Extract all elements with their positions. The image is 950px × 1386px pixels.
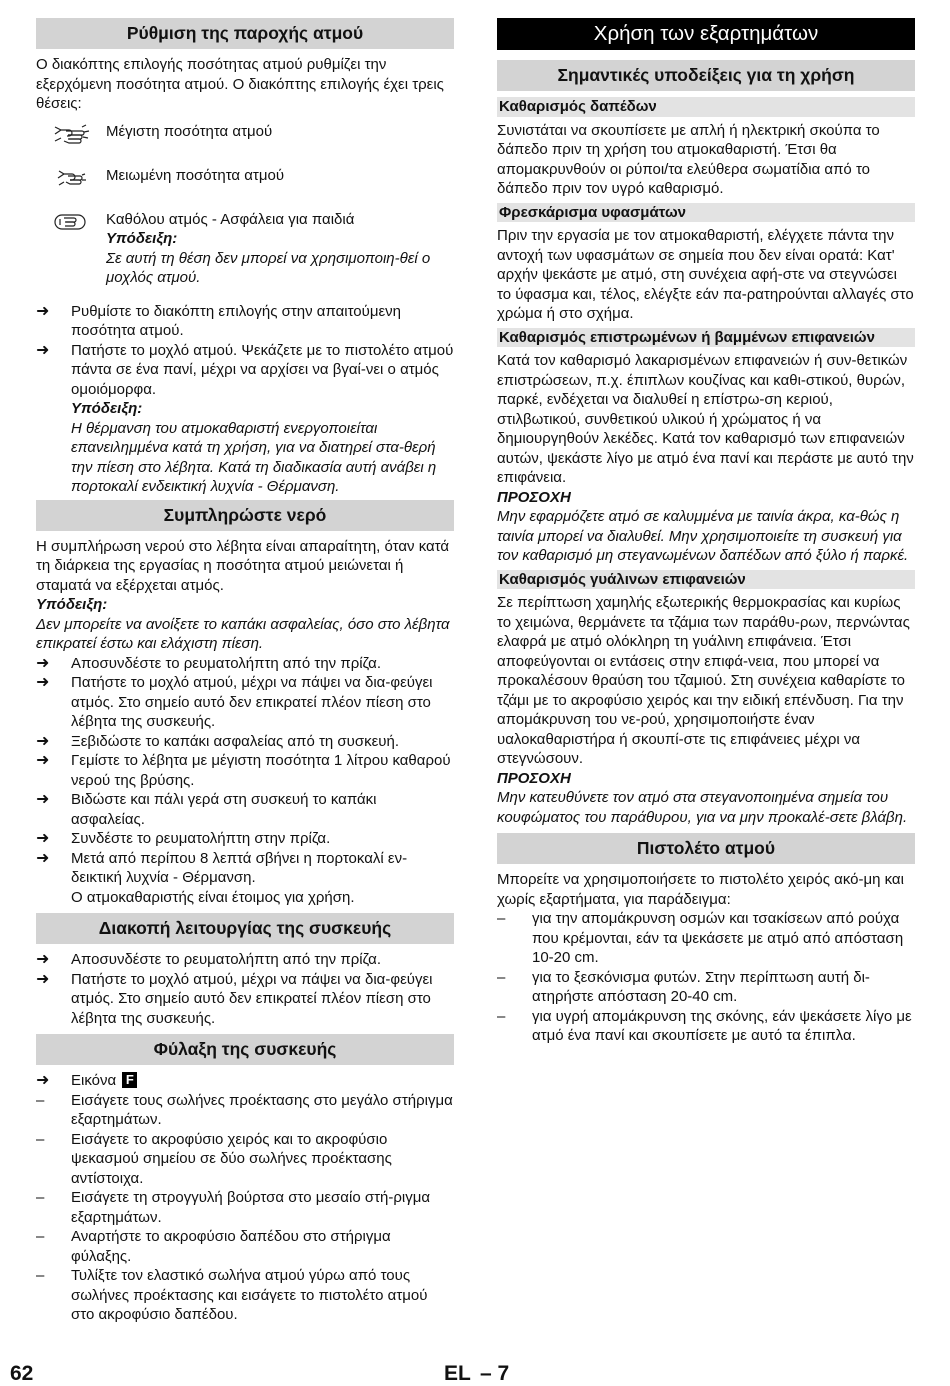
step-note: Η θέρμανση του ατμοκαθαριστή ενεργοποιείται επανειλημμένα κατά τη χρήση, για να διατηρεί στα-θερή την πίεση στο λέβητα. Κατά τη διαδικασία αυτή ανάβει η πορτοκαλί ενδεικτική λυχνία - Θέρμανση. [71,419,437,495]
coated-caution-heading: ΠΡΟΣΟΧΗ [497,488,571,506]
section-heading-shutdown: Διακοπή λειτουργίας της συσκευής [36,913,454,944]
list-item: – Εισάγετε τους σωλήνες προέκτασης στο μεγάλο στήριγμα εξαρτημάτων. [36,1091,453,1128]
steam-setting-steps [36,302,454,497]
fill-water-intro: Η συμπλήρωση νερού στο λέβητα είναι απαραίτητη, όταν κατά τη διάρκεια της εργασίας η ποσότητα ατμού μειώνεται ή σταματά να εξέρχεται ατμός. [36,537,450,594]
arrow-icon: ➜ [36,951,50,968]
arrow-icon: ➜ [36,732,50,750]
section-heading-storage: Φύλαξη της συσκευής [36,1034,454,1065]
arrow-icon: ➜ [36,1072,50,1089]
steam-gun-uses [497,909,915,1046]
arrow-icon: ➜ [36,341,50,359]
coated-caution: Μην εφαρμόζετε ατμό σε καλυμμένα με ταινία άκρα, κα-θώς η ταινία μπορεί να διαλυθεί. Μην χρησιμοποιείτε τη συσκευή για τον καθαρισμό μη στεγανωμένων δαπέδων από ξύλο ή παρκέ. [497,508,909,564]
glass-text: Σε περίπτωση χαμηλής εξωτερικής θερμοκρασίας και κυρίως το χειμώνα, θερμάνετε τα τζάμια των παράθυ-ρων, περνώντας ελαφρά με ατμό ολόκληρη τη γυάλινη επιφάνεια. Έτσι αποφεύγονται οι εντάσεις στην επιφά-νεια, που μπορεί να προκαλέσουν θραύση του τζαμιού. Στη συνέχεια καθαρίστε το τζάμι με το ακροφύσιο χειρός και την ειδική επένδυση. Για την απομάκρυνση του νε-ρού, χρησιμοποιήστε έναν υαλοκαθαριστήρα ή σκουπί-στε τις επιφάνειες μέχρι να στεγνώσουν. [497,594,910,767]
steam-gun-intro: Μπορείτε να χρησιμοποιήσετε το πιστολέτο χειρός ακό-μη και χωρίς εξαρτήματα, για παράδειγμα: [497,871,904,908]
arrow-icon: ➜ [36,830,50,847]
subheading-coated: Καθαρισμός επιστρωμένων ή βαμμένων επιφανειών [497,328,915,348]
list-item: – για το ξεσκόνισμα φυτών. Στην περίπτωση αυτή δι-ατηρήστε απόσταση 20-40 cm. [497,968,870,1005]
list-item: ➜ Γεμίστε το λέβητα με μέγιστη ποσότητα 1 λίτρου καθαρού νερού της βρύσης. [36,752,451,789]
position-childlock [36,210,454,288]
storage-figure-ref [36,1071,454,1091]
list-item: ➜ Μετά από περίπου 8 λεπτά σβήνει η πορτοκαλί εν-δεικτική λυχνία - Θέρμανση. Ο ατμοκαθαριστής είναι έτοιμος για χρήση. [36,849,454,908]
arrow-icon: ➜ [36,791,50,808]
position-max [36,122,454,158]
list-item: ➜ Εικόνα F [36,1071,454,1091]
list-item: ➜ Αποσυνδέστε το ρευματολήπτη από την πρίζα. [36,951,382,968]
list-item: – για την απομάκρυνση οσμών και τσακίσεων από ρούχα που κρέμονται, εάν τα ψεκάσετε με ατμό από απόσταση 10-20 cm. [497,910,904,966]
fill-water-note: Δεν μπορείτε να ανοίξετε το καπάκι ασφαλείας, όσο στο λέβητα επικρατεί έστω και ελάχιστη πίεση. [36,615,450,652]
list-item: ➜ Πατήστε το μοχλό ατμού. Ψεκάζετε με το πιστολέτο ατμού πάντα σε ένα πανί, μέχρι να αρχίσει να βγαί-νει ο ατμός ομοιόμορφα. Υπόδειξη: Η θέρμανση του ατμοκαθαριστή ενεργοποιείται επανειλημμένα κατά τη χρήση, για να διατηρεί στα-θερή την πίεση στο λέβητα. Κατά τη διαδικασία αυτή ανάβει η πορτοκαλί ενδεικτική λυχνία - Θέρμανση. [36,341,454,495]
list-item: – Εισάγετε τη στρογγυλή βούρτσα στο μεσαίο στή-ριγμα εξαρτημάτων. [36,1189,431,1226]
right-column [497,18,915,1046]
arrow-icon: ➜ [36,302,50,320]
section-code: EL [444,1362,471,1385]
glass-caution: Μην κατευθύνετε τον ατμό στα στεγανοποιημένα σημεία του κουφώματος του παράθυρου, για να μην προκαλέ-σετε βλάβη. [497,789,908,826]
list-item: ➜ Βιδώστε και πάλι γερά στη συσκευή το καπάκι ασφαλείας. [36,791,377,828]
subheading-fabrics: Φρεσκάρισμα υφασμάτων [497,203,915,223]
position-note: Σε αυτή τη θέση δεν μπορεί να χρησιμοποιη-θεί ο μοχλός ατμού. [106,249,431,286]
list-item: ➜ Συνδέστε το ρευματολήπτη στην πρίζα. [36,830,331,847]
fill-water-note-heading: Υπόδειξη: [36,596,108,613]
position-max-label: Μέγιστη ποσότητα ατμού [106,122,273,140]
list-item: ➜ Αποσυνδέστε το ρευματολήπτη από την πρίζα. [36,654,382,672]
max-steam-icon [52,122,92,146]
fill-water-steps [36,654,454,908]
list-item: – για υγρή απομάκρυνση της σκόνης, εάν ψεκάσετε λίγο με ατμό ένα πανί και σκουπίσετε με αυτό τα έπιπλα. [497,1007,912,1044]
arrow-icon: ➜ [36,970,50,988]
glass-caution-heading: ΠΡΟΣΟΧΗ [497,769,571,787]
subheading-floors: Καθαρισμός δαπέδων [497,97,915,117]
list-item: ➜ Πατήστε το μοχλό ατμού, μέχρι να πάψει να δια-φεύγει ατμός. Στο σημείο αυτό δεν επικρατεί πλέον πίεση στο λέβητα της συσκευής. [36,674,433,730]
steam-setting-intro: Ο διακόπτης επιλογής ποσότητας ατμού ρυθμίζει την εξερχόμενη ποσότητα ατμού. Ο διακόπτης επιλογής έχει τρεις θέσεις: [36,56,444,112]
ready-text: Ο ατμοκαθαριστής είναι έτοιμος για χρήση. [71,888,355,906]
list-item: ➜ Πατήστε το μοχλό ατμού, μέχρι να πάψει να δια-φεύγει ατμός. Στο σημείο αυτό δεν επικρατεί πλέον πίεση στο λέβητα της συσκευής. [36,970,433,1027]
storage-steps [36,1091,454,1325]
section-heading-steam-gun: Πιστολέτο ατμού [497,833,915,864]
subheading-glass: Καθαρισμός γυάλινων επιφανειών [497,570,915,590]
arrow-icon: ➜ [36,752,50,769]
section-heading-usage-notes: Σημαντικές υποδείξεις για τη χρήση [497,60,915,91]
page-number: 62 [10,1362,34,1385]
position-childlock-label: Καθόλου ατμός - Ασφάλεια για παιδιά [106,210,355,228]
arrow-icon: ➜ [36,849,50,867]
child-lock-icon [52,210,92,234]
position-reduced-label: Μειωμένη ποσότητα ατμού [106,166,285,184]
list-item: – Τυλίξτε τον ελαστικό σωλήνα ατμού γύρω από τους σωλήνες προέκτασης και εισάγετε το πιστολέτο ατμού στο ακροφύσιο δαπέδου. [36,1267,428,1323]
list-item: – Εισάγετε το ακροφύσιο χειρός και το ακροφύσιο ψεκασμού σημείου σε δύο σωλήνες προέκτασης αντίστοιχα. [36,1130,392,1187]
fabrics-text: Πριν την εργασία με τον ατμοκαθαριστή, ελέγχετε πάντα την αντοχή των υφασμάτων σε σημεία που δεν είναι ορατά: Κατ' αρχήν ψεκάστε με ατμό, στη συνέχεια αφή-στε να στεγνώσει το ύφασμα και, τέλος, ελέγξτε εάν πα-ρατηρούνται αλλαγές στο χρώμα ή στο σχήμα. [497,227,914,322]
position-reduced [36,166,454,202]
reduced-steam-icon [52,166,92,190]
arrow-icon: ➜ [36,654,50,672]
figure-badge: F [122,1072,137,1088]
section-heading-fill-water: Συμπληρώστε νερό [36,500,454,531]
coated-text: Κατά τον καθαρισμό λακαρισμένων επιφανειών ή συν-θετικών επιστρώσεων, π.χ. έπιπλων κουζίνας και καθι-στικού, θυρών, παρκέ, ενδέχεται να διαλυθεί η επίστρω-ση κεριού, στιλβωτικού, συνθετικού υλικού ή χρώματος ή να δημιουργηθούν λεκέδες. Κατά τον καθαρισμό των επιφανειών αυτών, ψεκάστε λίγο με ατμό ένα πανί και περάστε με αυτό την επιφάνεια. [497,352,914,486]
chapter-heading-accessories: Χρήση των εξαρτημάτων [497,18,915,50]
step-note-heading: Υπόδειξη: [71,400,143,417]
left-column [36,18,454,1325]
list-item: ➜ Ρυθμίστε το διακόπτη επιλογής στην απαιτούμενη ποσότητα ατμού. [36,302,402,339]
list-item: ➜ Ξεβιδώστε το καπάκι ασφαλείας από τη συσκευή. [36,732,400,750]
position-note-heading: Υπόδειξη: [106,230,178,247]
floors-text: Συνιστάται να σκουπίσετε με απλή ή ηλεκτρική σκούπα το δάπεδο πριν τη χρήση του ατμοκαθαριστή. Έτσι θα απομακρυνθούν οι ρύποι/τα ελεύθερα σωματίδια από το δάπεδο πριν τον υγρό καθαρισμό. [497,121,880,197]
arrow-icon: ➜ [36,674,50,691]
list-item: – Αναρτήστε το ακροφύσιο δαπέδου στο στήριγμα φύλαξης. [36,1228,391,1265]
section-heading-steam-setting: Ρύθμιση της παροχής ατμού [36,18,454,49]
section-page: – 7 [480,1362,510,1385]
shutdown-steps [36,950,454,1028]
